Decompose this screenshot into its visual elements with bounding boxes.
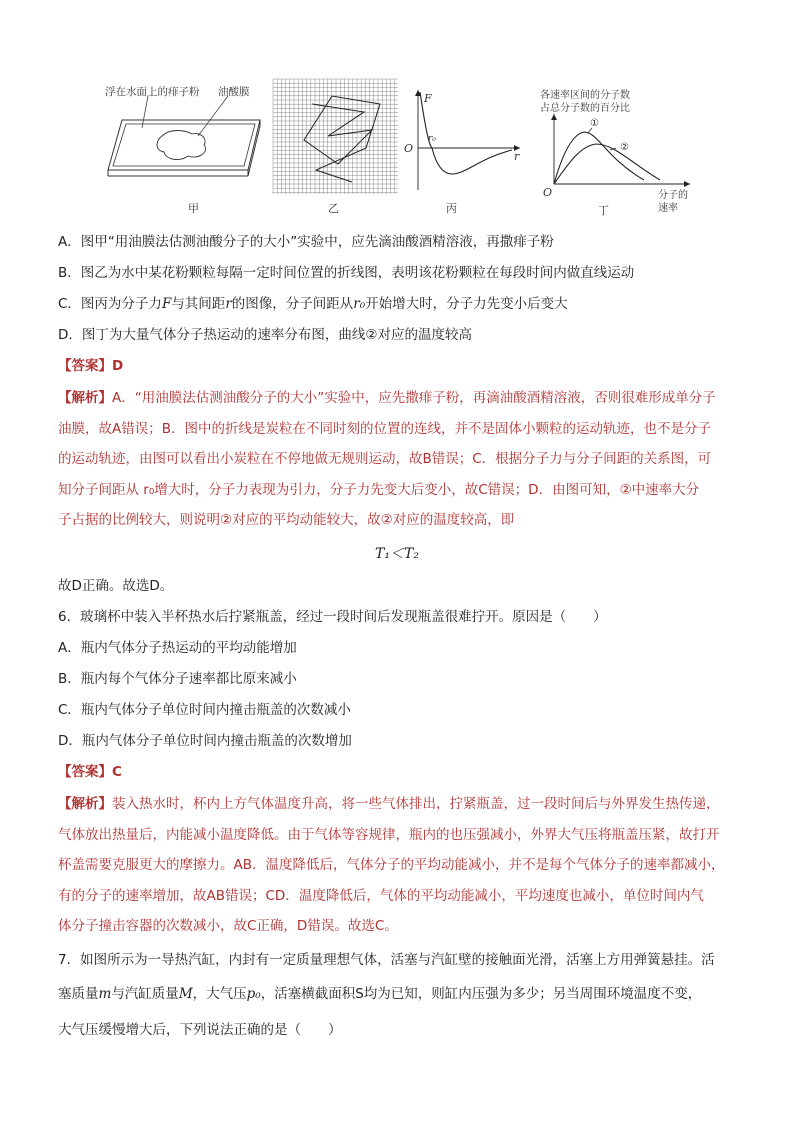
q5-option-c-text1: C．图丙为分子力	[58, 296, 162, 312]
q5-analysis	[58, 383, 746, 536]
q5-analysis-line-1	[58, 383, 746, 414]
q5-analysis-line-5: 子占据的比例较大，则说明②对应的平均动能较大，故②对应的温度较高，即	[58, 512, 515, 528]
q6-analysis-line-4: 有的分子的速率增加，故AB错误；CD．温度降低后，气体的平均动能减小，平均速度也减小，单位时间内气	[58, 887, 704, 904]
q6-analysis-line-2: 气体放出热量后，内能减小温度降低。由于气体等容规律，瓶内的也压强减小，外界大气压将瓶盖压紧，故打开	[58, 826, 720, 843]
q6-option-b: B．瓶内每个气体分子速率都比原来减小	[58, 671, 297, 687]
q5-analysis-line-3: 的运动轨迹，由图可以看出小炭粒在不停地做无规则运动，故B错误；C．根据分子力与分子间距的关系图，可	[58, 451, 712, 467]
q5-option-c-f: F	[161, 296, 172, 312]
q6-analysis-line-5: 体分子撞击容器的次数减小，故C正确，D错误。故选C。	[58, 918, 398, 934]
ding-x-label-line2: 速率	[658, 203, 678, 214]
axis-o-label: O	[404, 142, 414, 155]
q6-answer-value: C	[112, 764, 122, 780]
label-powder: 浮在水面上的痱子粉	[105, 86, 200, 98]
ding-x-label-line1: 分子的	[658, 190, 688, 201]
q7-text-4: ，活塞横截面积S均为已知，则缸内压强为多少；另当周围环境温度不变，	[260, 986, 702, 1002]
ding-title-line2: 占总分子数的百分比	[540, 103, 630, 114]
q6-answer-tag: 【答案】	[58, 764, 112, 780]
q6-answer	[58, 762, 122, 782]
q5-analysis-text-1: A．“用油膜法估测油酸分子的大小”实验中，应先撒痱子粉，再滴油酸酒精溶液，否则很难形成单分子	[112, 390, 716, 406]
q7-text-2: 与汽缸质量	[111, 986, 179, 1002]
q5-option-b: B．图乙为水中某花粉颗粒每隔一定时间位置的折线图，表明该花粉颗粒在每段时间内做直线运动	[58, 265, 635, 281]
figure-ding	[540, 78, 700, 218]
grid-diagram	[272, 78, 400, 196]
r0-label: r₀	[428, 134, 436, 144]
q7-line-3: 大气压缓慢增大后，下列说法正确的是（ ）	[58, 1022, 342, 1038]
q7-M: M	[178, 986, 193, 1002]
q5-answer-value: D	[112, 358, 124, 374]
q7-text-1: 塞质量	[58, 986, 99, 1002]
label-film: 油酸膜	[218, 86, 250, 98]
q6-analysis	[58, 789, 746, 942]
ding-axis-o: O	[543, 186, 553, 199]
figure-yi	[272, 78, 402, 218]
q5-option-c-r0: r₀	[353, 296, 366, 312]
q6-option-d: D．瓶内气体分子单位时间内撞击瓶盖的次数增加	[58, 733, 352, 749]
q5-option-c-text3: 的图像，分子间距从	[231, 296, 354, 312]
q7-p0: p₀	[246, 986, 261, 1002]
q5-conclusion: 故D正确。故选D。	[58, 578, 174, 594]
curve2-label: ②	[620, 142, 629, 153]
q5-formula: T₁＜T₂	[375, 546, 419, 562]
caption-jia: 甲	[188, 202, 199, 215]
figure-bing	[400, 78, 530, 218]
q6-analysis-text-1: 装入热水时，杯内上方气体温度升高，将一些气体排出，拧紧瓶盖，过一段时间后与外界发生热传递，	[112, 796, 720, 812]
q5-analysis-line-4: 知分子间距从 r₀增大时，分子力表现为引力，分子力先变大后变小，故C错误；D．由图可知，②中速率大分	[58, 481, 700, 498]
q6-stem: 6．玻璃杯中装入半杯热水后拧紧瓶盖，经过一段时间后发现瓶盖很难拧开。原因是（ ）	[58, 609, 607, 625]
ding-title-line1: 各速率区间的分子数	[540, 90, 630, 101]
axis-r-label: r	[514, 150, 520, 163]
axis-f-label: F	[424, 92, 432, 105]
q7-m: m	[98, 986, 112, 1002]
figure-row	[100, 78, 700, 218]
curve1-label: ①	[590, 118, 599, 129]
q5-option-c-text4: 开始增大时，分子力先变小后变大	[365, 296, 568, 312]
q6-analysis-line-3: 杯盖需要克服更大的摩擦力。AB．温度降低后，气体分子的平均动能减小，并不是每个气体分子的速率都减小，	[58, 857, 725, 873]
q6-option-a: A．瓶内气体分子热运动的平均动能增加	[58, 640, 297, 656]
q5-analysis-tag: 【解析】	[58, 390, 112, 406]
q7-line-2	[58, 984, 701, 1004]
q5-option-c-text2: 与其间距	[171, 296, 226, 312]
q5-option-a: A．图甲“用油膜法估测油酸分子的大小”实验中，应先滴油酸酒精溶液，再撒痱子粉	[58, 234, 554, 250]
q5-option-c	[58, 294, 568, 314]
caption-yi: 乙	[328, 202, 339, 215]
q6-analysis-tag: 【解析】	[58, 796, 112, 812]
q7-line-1: 7．如图所示为一导热汽缸，内封有一定质量理想气体，活塞与汽缸壁的接触面光滑，活塞上方用弹簧悬挂。活	[58, 952, 715, 968]
q6-option-c: C．瓶内气体分子单位时间内撞击瓶盖的次数减小	[58, 702, 351, 718]
q5-analysis-line-2: 油膜，故A错误；B．图中的折线是炭粒在不同时刻的位置的连线，并不是固体小颗粒的运动轨迹，也不是分子	[58, 420, 711, 437]
q5-option-d: D．图丁为大量气体分子热运动的速率分布图，曲线②对应的温度较高	[58, 327, 472, 343]
q5-answer-tag: 【答案】	[58, 358, 112, 374]
q5-answer	[58, 356, 123, 376]
figure-jia	[100, 78, 270, 218]
caption-bing: 丙	[446, 202, 457, 215]
q5-option-c-r: r	[225, 296, 232, 312]
caption-ding: 丁	[598, 204, 609, 217]
force-distance-graph	[400, 78, 528, 196]
q7-text-3: ，大气压	[192, 986, 247, 1002]
q6-analysis-line-1	[58, 789, 746, 820]
